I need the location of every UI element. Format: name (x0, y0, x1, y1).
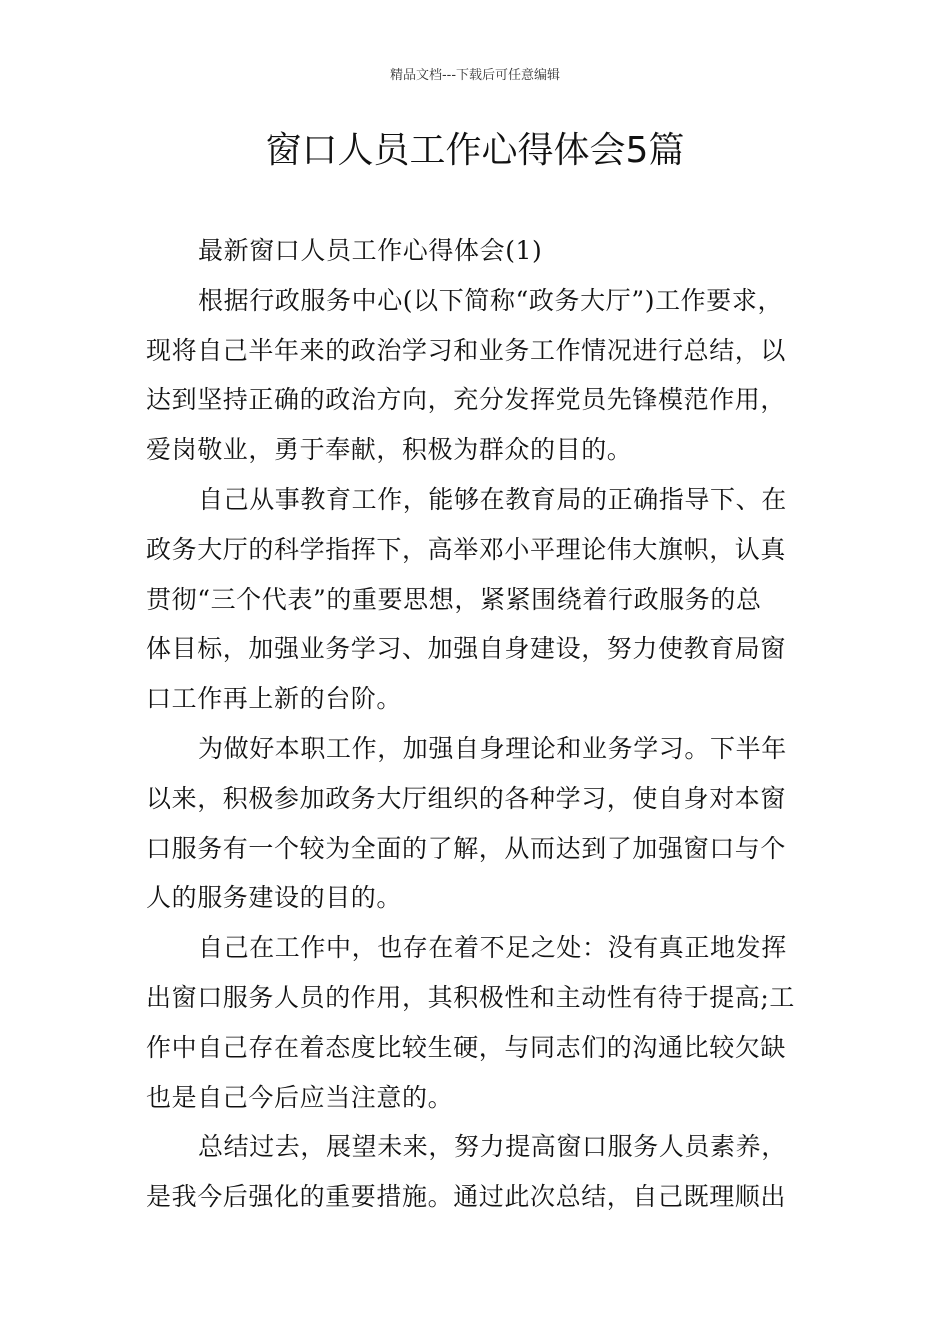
text-line: 达到坚持正确的政治方向，充分发挥党员先锋模范作用， (146, 385, 787, 415)
text-line: 自己从事教育工作，能够在教育局的正确指导下、在 (198, 484, 787, 514)
text-line: 现将自己半年来的政治学习和业务工作情况进行总结，以 (146, 335, 787, 365)
text-line: 为做好本职工作，加强自身理论和业务学习。下半年 (198, 733, 787, 763)
text-line: 政务大厅的科学指挥下，高举邓小平理论伟大旗帜，认真 (146, 534, 787, 564)
text-line: 爱岗敬业，勇于奉献，积极为群众的目的。 (146, 435, 633, 465)
text-line: 体目标，加强业务学习、加强自身建设，努力使教育局窗 (146, 634, 787, 664)
text-line: 人的服务建设的目的。 (146, 883, 403, 913)
text-line: 以来，积极参加政务大厅组织的各种学习，使自身对本窗 (146, 783, 787, 813)
text-line: 口服务有一个较为全面的了解，从而达到了加强窗口与个 (146, 833, 787, 863)
header-note: 精品文档---下载后可任意编辑 (389, 68, 561, 83)
text-line: 出窗口服务人员的作用，其积极性和主动性有待于提高;工 (146, 982, 796, 1012)
text-line: 也是自己今后应当注意的。 (146, 1082, 454, 1112)
text-line: 口工作再上新的台阶。 (146, 684, 403, 714)
text-line: 是我今后强化的重要措施。通过此次总结，自己既理顺出 (146, 1182, 787, 1212)
text-line: 作中自己存在着态度比较生硬，与同志们的沟通比较欠缺 (146, 1032, 787, 1062)
page-title: 窗口人员工作心得体会5篇 (265, 130, 685, 171)
document-body (146, 226, 816, 1222)
text-line: 总结过去，展望未来，努力提高窗口服务人员素养， (198, 1132, 787, 1162)
text-line: 贯彻“三个代表”的重要思想，紧紧围绕着行政服务的总 (146, 584, 762, 614)
text-line: 根据行政服务中心(以下简称“政务大厅”)工作要求， (198, 285, 784, 315)
text-line: 最新窗口人员工作心得体会(1) (198, 236, 543, 265)
text-line: 自己在工作中，也存在着不足之处：没有真正地发挥 (198, 933, 787, 963)
